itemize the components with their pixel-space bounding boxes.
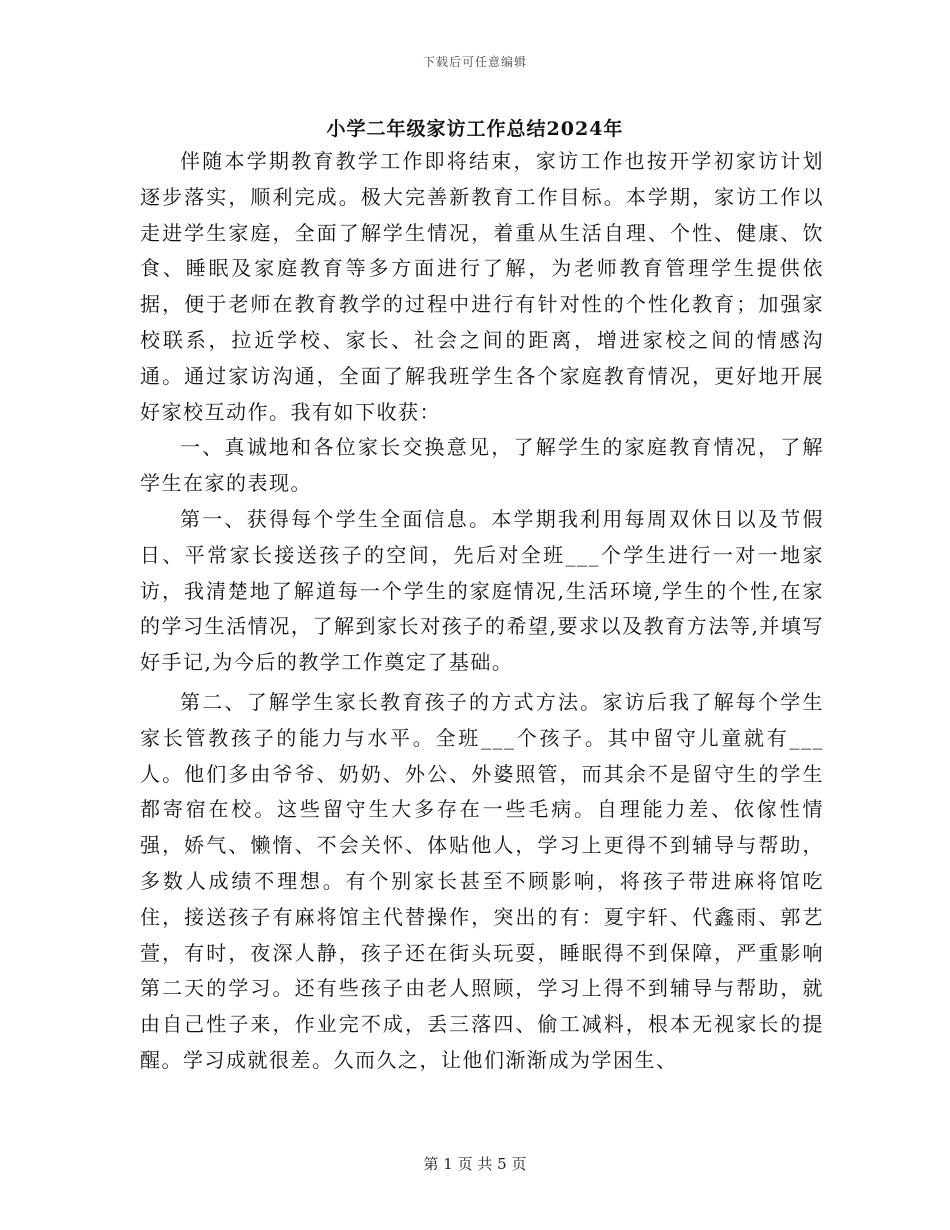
paragraph: 第二、了解学生家长教育孩子的方式方法。家访后我了解每个学生家长管教孩子的能力与水平。全班___个孩子。其中留守儿童就有___人。他们多由爷爷、奶奶、外公、外婆照管，而其余不是留守生的学生都寄宿在校。这些留守生大多存在一些毛病。自理能力差、依傢性情强，娇气、懒惰、不会关怀、体贴他人，学习上更得不到辅导与帮助，多数人成绩不理想。有个别家长甚至不顾影响，将孩子带进麻将馆吃住，接送孩子有麻将馆主代替操作，突出的有：夏宇轩、代鑫雨、郭艺萱，有时，夜深人静，孩子还在街头玩耍，睡眠得不到保障，严重影响第二天的学习。还有些孩子由老人照顾，学习上得不到辅导与帮助，就由自己性子来，作业完不成，丢三落四、偷工减料，根本无视家长的提醒。学习成就很差。久而久之，让他们渐渐成为学困生、 xyxy=(140,689,824,1072)
page-footer: 第 1 页 共 5 页 xyxy=(423,1155,527,1173)
page-title: 小学二年级家访工作总结2024年 xyxy=(326,118,624,140)
paragraph: 一、真诚地和各位家长交换意见，了解学生的家庭教育情况，了解学生在家的表现。 xyxy=(140,435,824,496)
body-text xyxy=(140,144,824,1079)
paragraph: 伴随本学期教育教学工作即将结束，家访工作也按开学初家访计划逐步落实，顺利完成。极大完善新教育工作目标。本学期，家访工作以走进学生家庭，全面了解学生情况，着重从生活自理、个性、健康、饮食、睡眠及家庭教育等多方面进行了解，为老师教育管理学生提供依据，便于老师在教育教学的过程中进行有针对性的个性化教育；加强家校联系，拉近学校、家长、社会之间的距离，增进家校之间的情感沟通。通过家访沟通，全面了解我班学生各个家庭教育情况，更好地开展好家校互动作。我有如下收获： xyxy=(140,149,824,424)
header-note: 下载后可任意编辑 xyxy=(422,55,527,69)
paragraph: 第一、获得每个学生全面信息。本学期我利用每周双休日以及节假日、平常家长接送孩子的空间，先后对全班___个学生进行一对一地家访，我清楚地了解道每一个学生的家庭情况,生活环境,学生的个性,在家的学习生活情况，了解到家长对孩子的希望,要求以及教育方法等,并填写好手记,为今后的教学工作奠定了基础。 xyxy=(140,506,824,675)
